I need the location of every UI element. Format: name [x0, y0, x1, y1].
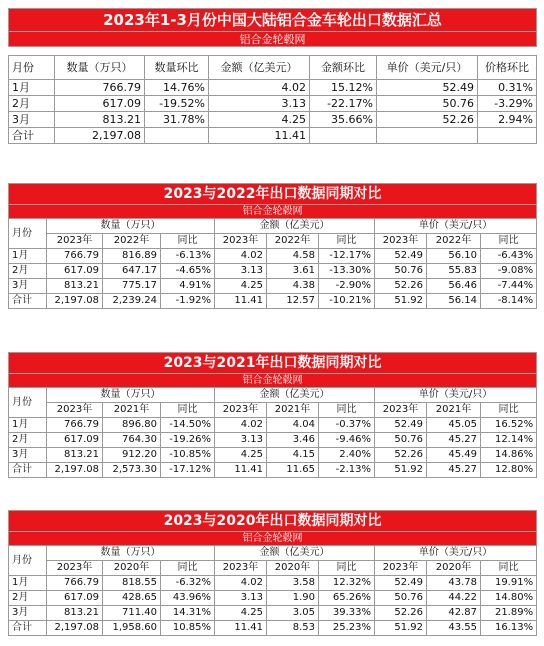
header-cell: 金额（亿美元） [209, 56, 310, 80]
comparison-source: 铝合金轮毂网 [9, 205, 537, 219]
row-label: 2月 [9, 433, 47, 448]
table-row [9, 294, 537, 309]
data-cell: 14.80% [481, 591, 537, 606]
data-cell: 50.76 [375, 591, 427, 606]
header-cell: 2023年 [375, 234, 427, 249]
comparison-table [8, 352, 537, 478]
header-cell: 同比 [319, 561, 375, 576]
table-row [9, 96, 537, 112]
data-cell: 647.17 [103, 264, 161, 279]
table-row [9, 264, 537, 279]
header-cell: 单价（美元/只） [375, 388, 537, 403]
data-cell: 16.13% [481, 621, 537, 636]
data-cell: 617.09 [47, 433, 103, 448]
row-label: 2月 [9, 264, 47, 279]
data-cell: 8.53 [267, 621, 319, 636]
table-row [9, 418, 537, 433]
data-cell: -6.32% [161, 576, 215, 591]
header-cell: 2021年 [427, 403, 481, 418]
data-cell: 912.20 [103, 448, 161, 463]
data-cell: 813.21 [47, 279, 103, 294]
table-row [9, 606, 537, 621]
data-cell: -10.85% [161, 448, 215, 463]
header-cell: 2023年 [47, 234, 103, 249]
data-cell: 45.05 [427, 418, 481, 433]
header-cell: 2023年 [215, 403, 267, 418]
data-cell: 56.14 [427, 294, 481, 309]
data-cell: 2,197.08 [47, 463, 103, 478]
data-cell: 428.65 [103, 591, 161, 606]
data-cell: -22.17% [310, 96, 377, 112]
data-cell: 2.94% [478, 112, 537, 128]
table-row [9, 80, 537, 96]
row-label: 1月 [9, 576, 47, 591]
data-cell: 816.89 [103, 249, 161, 264]
header-cell: 同比 [161, 403, 215, 418]
data-cell [145, 128, 209, 144]
table-row-total [9, 128, 537, 144]
row-label: 2月 [9, 591, 47, 606]
summary-source: 铝合金轮毂网 [9, 32, 537, 47]
data-cell: 50.76 [375, 264, 427, 279]
data-cell: 51.92 [375, 621, 427, 636]
comparison-title: 2023与2020年出口数据同期对比 [9, 511, 537, 532]
data-cell: -6.43% [481, 249, 537, 264]
data-cell: -9.08% [481, 264, 537, 279]
header-cell: 同比 [319, 403, 375, 418]
data-cell: 52.49 [375, 418, 427, 433]
summary-header-row [9, 56, 537, 80]
data-cell: -12.17% [319, 249, 375, 264]
header-cell: 同比 [161, 234, 215, 249]
table-row [9, 279, 537, 294]
data-cell: 52.26 [375, 448, 427, 463]
header-cell: 2023年 [215, 561, 267, 576]
row-label: 3月 [9, 448, 47, 463]
table-row [9, 249, 537, 264]
sub-header-row [9, 403, 537, 418]
sub-header-row [9, 561, 537, 576]
data-cell: 4.04 [267, 418, 319, 433]
header-cell: 2022年 [267, 234, 319, 249]
header-cell: 价格环比 [478, 56, 537, 80]
comparison-table [8, 183, 537, 309]
comparison-title: 2023与2021年出口数据同期对比 [9, 353, 537, 374]
data-cell: 45.27 [427, 463, 481, 478]
header-cell: 数量（万只） [47, 388, 215, 403]
data-cell: 65.26% [319, 591, 375, 606]
data-cell: 766.79 [47, 418, 103, 433]
comparison-table [8, 510, 537, 636]
header-cell: 2020年 [267, 561, 319, 576]
data-cell: -1.92% [161, 294, 215, 309]
data-cell: 10.85% [161, 621, 215, 636]
table-row [9, 448, 537, 463]
data-cell: 0.31% [478, 80, 537, 96]
header-cell: 2023年 [47, 403, 103, 418]
data-cell: 2,197.08 [47, 294, 103, 309]
data-cell: -6.13% [161, 249, 215, 264]
data-cell: 1.90 [267, 591, 319, 606]
data-cell: 51.92 [375, 294, 427, 309]
group-header-row [9, 388, 537, 403]
data-cell: -7.44% [481, 279, 537, 294]
row-label: 1月 [9, 80, 55, 96]
header-cell: 单价（美元/只） [375, 546, 537, 561]
header-cell: 2020年 [427, 561, 481, 576]
data-cell: 50.76 [377, 96, 478, 112]
data-cell: -19.52% [145, 96, 209, 112]
data-cell: 766.79 [47, 249, 103, 264]
data-cell: 25.23% [319, 621, 375, 636]
data-cell: 12.14% [481, 433, 537, 448]
data-cell: 50.76 [375, 433, 427, 448]
data-cell: 3.13 [215, 264, 267, 279]
header-cell: 数量（万只） [47, 546, 215, 561]
data-cell: 14.86% [481, 448, 537, 463]
header-cell: 2023年 [215, 234, 267, 249]
data-cell: 2,197.08 [55, 128, 145, 144]
data-cell [478, 128, 537, 144]
data-cell [310, 128, 377, 144]
header-cell: 金额环比 [310, 56, 377, 80]
header-cell: 金额（亿美元） [215, 388, 375, 403]
table-row [9, 576, 537, 591]
row-label: 合计 [9, 463, 47, 478]
header-cell: 月份 [9, 546, 47, 576]
header-cell: 2023年 [375, 403, 427, 418]
data-cell: 56.46 [427, 279, 481, 294]
data-cell: 45.49 [427, 448, 481, 463]
header-cell: 同比 [481, 561, 537, 576]
data-cell: 14.76% [145, 80, 209, 96]
data-cell: 11.41 [215, 294, 267, 309]
sub-header-row [9, 234, 537, 249]
row-label: 合计 [9, 128, 55, 144]
header-cell: 同比 [319, 234, 375, 249]
row-label: 2月 [9, 96, 55, 112]
header-cell: 数量（万只） [55, 56, 145, 80]
data-cell: 764.30 [103, 433, 161, 448]
row-label: 1月 [9, 249, 47, 264]
header-cell: 同比 [481, 403, 537, 418]
data-cell: 39.33% [319, 606, 375, 621]
data-cell: 4.15 [267, 448, 319, 463]
data-cell: 711.40 [103, 606, 161, 621]
data-cell: 3.13 [215, 433, 267, 448]
table-row [9, 591, 537, 606]
header-cell: 金额（亿美元） [215, 546, 375, 561]
header-cell: 月份 [9, 219, 47, 249]
header-cell: 2021年 [103, 403, 161, 418]
header-cell: 2021年 [267, 403, 319, 418]
data-cell: -9.46% [319, 433, 375, 448]
header-cell: 同比 [481, 234, 537, 249]
row-label: 合计 [9, 621, 47, 636]
data-cell: 35.66% [310, 112, 377, 128]
data-cell: -2.13% [319, 463, 375, 478]
table-row [9, 433, 537, 448]
data-cell: 12.57 [267, 294, 319, 309]
comparison-source: 铝合金轮毂网 [9, 532, 537, 546]
data-cell: 43.78 [427, 576, 481, 591]
data-cell: 15.12% [310, 80, 377, 96]
data-cell: 45.27 [427, 433, 481, 448]
row-label: 3月 [9, 279, 47, 294]
table-row [9, 621, 537, 636]
data-cell: 3.61 [267, 264, 319, 279]
data-cell: 3.46 [267, 433, 319, 448]
data-cell: 2,197.08 [47, 621, 103, 636]
data-cell: 44.22 [427, 591, 481, 606]
summary-table [8, 8, 537, 144]
data-cell: 52.49 [375, 249, 427, 264]
data-cell: 766.79 [47, 576, 103, 591]
data-cell: -8.14% [481, 294, 537, 309]
data-cell: 4.25 [215, 606, 267, 621]
data-cell: 4.58 [267, 249, 319, 264]
data-cell: 14.31% [161, 606, 215, 621]
data-cell: 4.02 [215, 418, 267, 433]
data-cell: 4.25 [215, 448, 267, 463]
data-cell: 1,958.60 [103, 621, 161, 636]
data-cell: 4.02 [209, 80, 310, 96]
data-cell: 11.41 [215, 621, 267, 636]
data-cell [377, 128, 478, 144]
data-cell: 42.87 [427, 606, 481, 621]
data-cell: 43.55 [427, 621, 481, 636]
data-cell: 52.26 [377, 112, 478, 128]
header-cell: 2023年 [375, 561, 427, 576]
data-cell: 52.49 [377, 80, 478, 96]
row-label: 合计 [9, 294, 47, 309]
group-header-row [9, 219, 537, 234]
data-cell: 2.40% [319, 448, 375, 463]
data-cell: 2,573.30 [103, 463, 161, 478]
data-cell: -2.90% [319, 279, 375, 294]
data-cell: 813.21 [55, 112, 145, 128]
data-cell: 3.05 [267, 606, 319, 621]
header-cell: 月份 [9, 388, 47, 418]
data-cell: 55.83 [427, 264, 481, 279]
comparison-source: 铝合金轮毂网 [9, 374, 537, 388]
data-cell: 31.78% [145, 112, 209, 128]
data-cell: 43.96% [161, 591, 215, 606]
data-cell: 617.09 [47, 264, 103, 279]
row-label: 3月 [9, 112, 55, 128]
data-cell: 617.09 [47, 591, 103, 606]
header-cell: 2023年 [47, 561, 103, 576]
header-cell: 月份 [9, 56, 55, 80]
row-label: 1月 [9, 418, 47, 433]
data-cell: 12.32% [319, 576, 375, 591]
data-cell: 51.92 [375, 463, 427, 478]
data-cell: 3.58 [267, 576, 319, 591]
data-cell: 11.41 [215, 463, 267, 478]
data-cell: 4.91% [161, 279, 215, 294]
data-cell: -4.65% [161, 264, 215, 279]
data-cell: -17.12% [161, 463, 215, 478]
data-cell: -13.30% [319, 264, 375, 279]
data-cell: 52.26 [375, 606, 427, 621]
header-cell: 数量（万只） [47, 219, 215, 234]
data-cell: 11.41 [209, 128, 310, 144]
group-header-row [9, 546, 537, 561]
data-cell: -19.26% [161, 433, 215, 448]
data-cell: 3.13 [209, 96, 310, 112]
data-cell: 2,239.24 [103, 294, 161, 309]
data-cell: -3.29% [478, 96, 537, 112]
data-cell: 12.80% [481, 463, 537, 478]
data-cell: 4.02 [215, 249, 267, 264]
row-label: 3月 [9, 606, 47, 621]
data-cell: 617.09 [55, 96, 145, 112]
data-cell: 818.55 [103, 576, 161, 591]
data-cell: 4.25 [215, 279, 267, 294]
data-cell: 813.21 [47, 448, 103, 463]
data-cell: 4.02 [215, 576, 267, 591]
data-cell: 52.26 [375, 279, 427, 294]
data-cell: 16.52% [481, 418, 537, 433]
comparison-title: 2023与2022年出口数据同期对比 [9, 184, 537, 205]
data-cell: 775.17 [103, 279, 161, 294]
data-cell: 52.49 [375, 576, 427, 591]
data-cell: -10.21% [319, 294, 375, 309]
table-row [9, 112, 537, 128]
header-cell: 金额（亿美元） [215, 219, 375, 234]
header-cell: 单价（美元/只） [377, 56, 478, 80]
summary-title: 2023年1-3月份中国大陆铝合金车轮出口数据汇总 [9, 9, 537, 32]
header-cell: 单价（美元/只） [375, 219, 537, 234]
data-cell: -0.37% [319, 418, 375, 433]
data-cell: 11.65 [267, 463, 319, 478]
data-cell: 19.91% [481, 576, 537, 591]
data-cell: 3.13 [215, 591, 267, 606]
data-cell: 813.21 [47, 606, 103, 621]
table-row [9, 463, 537, 478]
data-cell: 766.79 [55, 80, 145, 96]
header-cell: 2022年 [427, 234, 481, 249]
header-cell: 数量环比 [145, 56, 209, 80]
header-cell: 2020年 [103, 561, 161, 576]
header-cell: 同比 [161, 561, 215, 576]
data-cell: 4.25 [209, 112, 310, 128]
data-cell: 21.89% [481, 606, 537, 621]
header-cell: 2022年 [103, 234, 161, 249]
data-cell: 56.10 [427, 249, 481, 264]
data-cell: -14.50% [161, 418, 215, 433]
data-cell: 4.38 [267, 279, 319, 294]
data-cell: 896.80 [103, 418, 161, 433]
